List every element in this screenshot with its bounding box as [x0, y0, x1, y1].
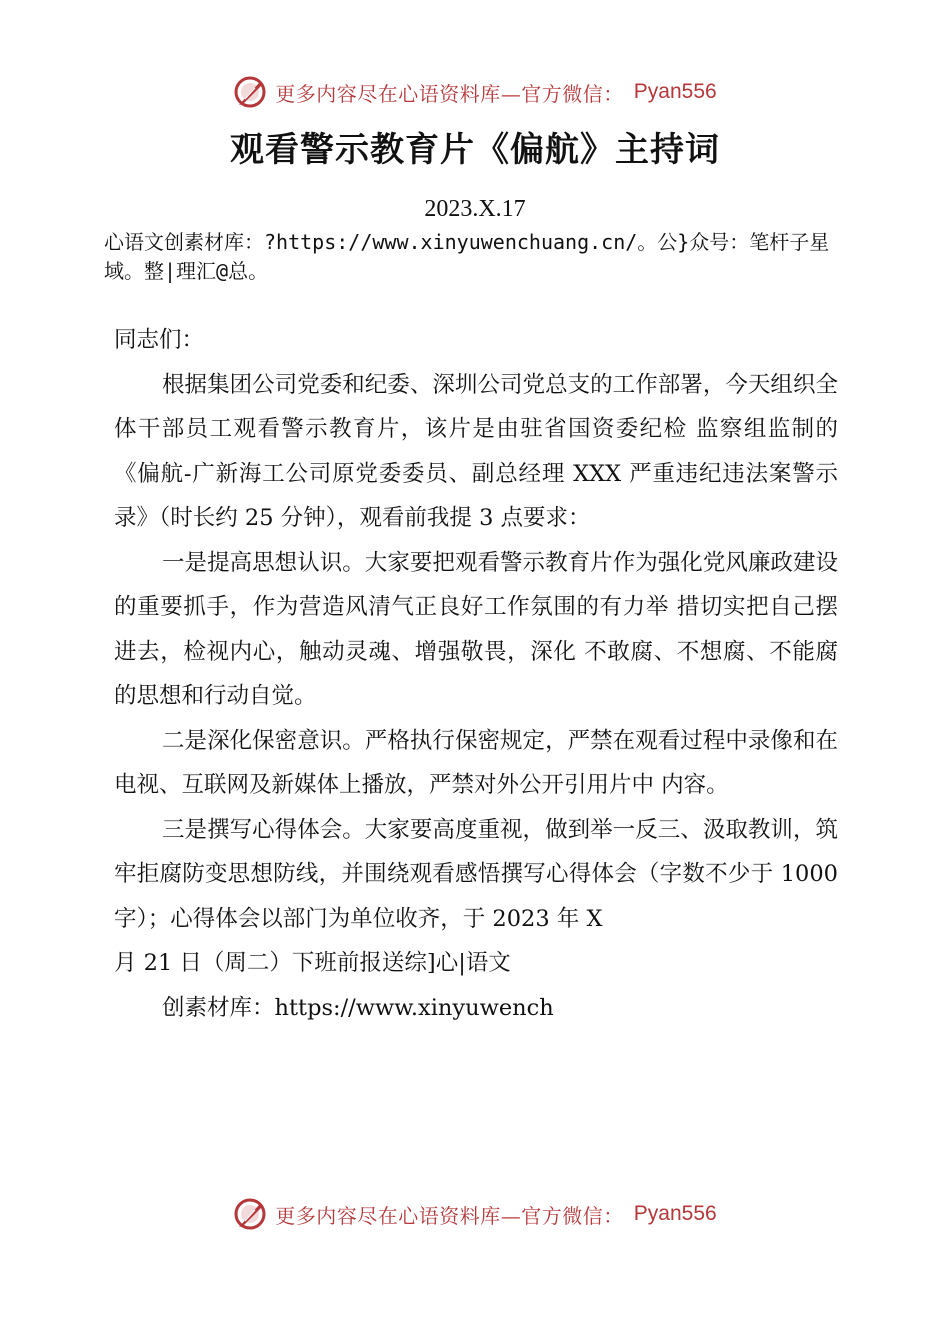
- watermark-text: 更多内容尽在心语资料库—官方微信：: [275, 81, 624, 106]
- bottom-watermark-banner: [0, 1192, 950, 1236]
- paragraph-requirement-1: 一是提高思想认识。大家要把观看警示教育片作为强化党风廉政建设的重要抓手，作为营造风清气正良好工作氛围的有力举 措切实把自己摆进去，检视内心，触动灵魂、增强敬畏，深化 不敢腐、不想腐、不能腐的思想和行动自觉。: [114, 549, 838, 709]
- watermark-wechat-id: Pyan556: [633, 1202, 717, 1225]
- quill-logo-icon: [233, 1197, 267, 1231]
- top-watermark-banner: [0, 70, 950, 114]
- paragraph-requirement-2: 二是深化保密意识。严格执行保密规定，严禁在观看过程中录像和在电视、互联网及新媒体上播放，严禁对外公开引用片中 内容。: [114, 727, 838, 798]
- source-attribution-line: 心语文创素材库：?https://www.xinyuwenchuang.cn/。公}众号：笔杆子星域。整|理汇@总。: [104, 230, 830, 283]
- document-title: 观看警示教育片《偏航》主持词: [230, 130, 720, 170]
- watermark-text: 更多内容尽在心语资料库—官方微信：: [275, 1203, 624, 1228]
- paragraph-intro: 根据集团公司党委和纪委、深圳公司党总支的工作部署，今天组织全体干部员工观看警示教育片，该片是由驻省国资委纪检 监察组监制的《偏航-广新海工公司原党委委员、副总经理 XXX 严重违纪违法案警示录》（时长约 25 分钟），观看前我提 3 点要求：: [114, 371, 838, 531]
- closing-line: 月 21 日（周二）下班前报送综]心|语文: [114, 950, 511, 976]
- paragraph-requirement-3: 三是撰写心得体会。大家要高度重视，做到举一反三、汲取教训，筑牢拒腐防变思想防线，并围绕观看感悟撰写心得体会（字数不少于 1000 字）；心得体会以部门为单位收齐，于 2023 年 X: [114, 816, 838, 932]
- tail-line: 创素材库：https://www.xinyuwench: [162, 994, 554, 1021]
- watermark-wechat-id: Pyan556: [633, 80, 717, 103]
- document-body: [114, 318, 838, 1030]
- document-date: 2023.X.17: [424, 196, 526, 222]
- salutation: 同志们：: [114, 327, 205, 353]
- quill-logo-icon: [233, 75, 267, 109]
